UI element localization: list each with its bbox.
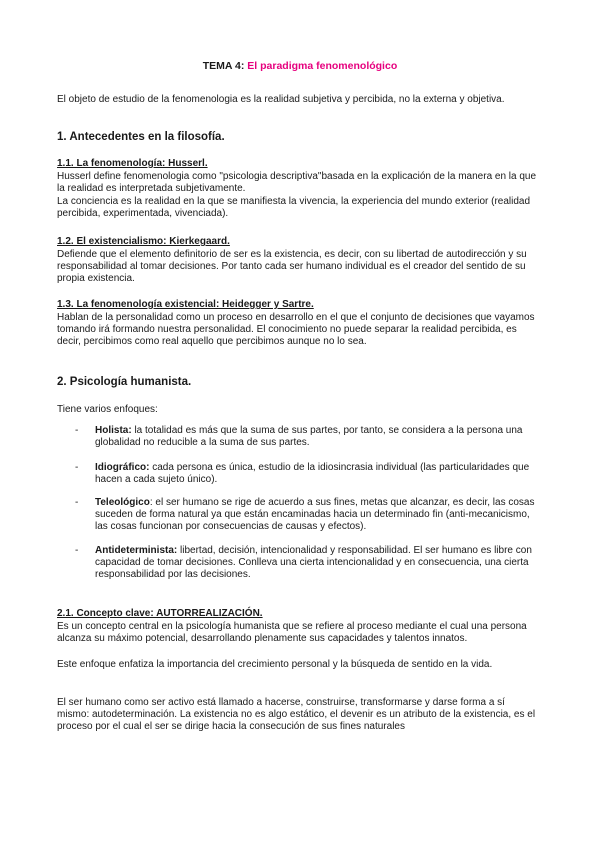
list-item	[95, 425, 540, 449]
section-2-1-heading: 2.1. Concepto clave: AUTORREALIZACIÓN.	[57, 608, 263, 619]
list-item-term: Antideterminista:	[95, 545, 178, 556]
section-1-heading: 1. Antecedentes en la filosofía.	[57, 131, 225, 143]
intro-paragraph: El objeto de estudio de la fenomenologia es la realidad subjetiva y percibida, no la externa y objetiva.	[57, 94, 505, 105]
section-1-3-heading: 1.3. La fenomenología existencial: Heidegger y Sartre.	[57, 299, 314, 310]
list-item	[95, 462, 540, 486]
list-item-term: Idiográfico:	[95, 462, 150, 473]
title-prefix: TEMA 4:	[202, 60, 245, 72]
list-item-text: la totalidad es más que la suma de sus partes, por tanto, se considera a la persona una globalidad no reducible a la suma de sus partes.	[95, 425, 523, 449]
section-1-2-heading: 1.2. El existencialismo: Kierkegaard.	[57, 236, 230, 247]
list-item-term: Holista:	[95, 425, 132, 436]
list-item	[95, 545, 540, 582]
list-item-text: cada persona es única, estudio de la idiosincrasia individual (las particularidades que hacen a cada sujeto único).	[95, 462, 530, 486]
bullet-marker: -	[75, 462, 79, 473]
list-item-text: : el ser humano se rige de acuerdo a sus fines, metas que alcanzar, es decir, las cosas suceden de forma natural ya que están encaminadas hacia un determinado fin (anti-mecanicismo, las cosas funcionan por consecuencias de causas y efectos).	[95, 497, 535, 533]
bullet-marker: -	[75, 497, 79, 508]
section-1-3-paragraph: Hablan de la personalidad como un proceso en desarrollo en el que el conjunto de decisiones que vayamos tomando irá formando nuestra personalidad. El conocimiento no puede separar la realidad percibida, es decir, percibimos como real aquello que percibimos aunque no lo sea.	[57, 312, 535, 348]
section-1-1-heading: 1.1. La fenomenología: Husserl.	[57, 158, 208, 169]
list-item-term: Teleológico	[95, 497, 150, 508]
section-2-heading: 2. Psicología humanista.	[57, 376, 192, 388]
list-item	[95, 497, 540, 534]
section-1-1-paragraph-2: La conciencia es la realidad en la que se manifiesta la vivencia, la experiencia del mundo exterior (realidad percibida, experimentada, vivenciada).	[57, 196, 531, 220]
title-main: El paradigma fenomenológico	[244, 60, 398, 72]
bullet-marker: -	[75, 545, 79, 556]
page-title	[0, 60, 600, 72]
section-1-1-paragraph-1: Husserl define fenomenologia como "psicologia descriptiva"basada en la explicación de la manera en la que la realidad es interpretada subjetivamente.	[57, 171, 537, 195]
section-2-intro: Tiene varios enfoques:	[57, 404, 158, 415]
section-1-2-paragraph: Defiende que el elemento definitorio de ser es la existencia, es decir, con su libertad de autodirección y su responsabilidad al tomar decisiones. Por tanto cada ser humano individual es el creador del sentido de su propia existencia.	[57, 249, 527, 285]
bullet-marker: -	[75, 425, 79, 436]
section-2-1-paragraph-2: Este enfoque enfatiza la importancia del crecimiento personal y la búsqueda de sentido en la vida.	[57, 659, 493, 670]
list-item-text: libertad, decisión, intencionalidad y responsabilidad. El ser humano es libre con capacidad de tomar decisiones. Conlleva una cierta intencionalidad y en consecuencia, una cierta responsabilidad por las decisiones.	[95, 545, 532, 581]
section-2-1-paragraph-1: Es un concepto central en la psicología humanista que se refiere al proceso mediante el cual una persona alcanza su máximo potencial, desarrollando plenamente sus capacidades y talentos innatos.	[57, 621, 527, 645]
section-2-1-paragraph-3: El ser humano como ser activo está llamado a hacerse, construirse, transformarse y darse forma a sí mismo: autodeterminación. La existencia no es algo estático, el devenir es un atributo de la existencia, es el proceso por el cual el ser se dirige hacia la consecución de sus fines naturales	[57, 697, 536, 733]
